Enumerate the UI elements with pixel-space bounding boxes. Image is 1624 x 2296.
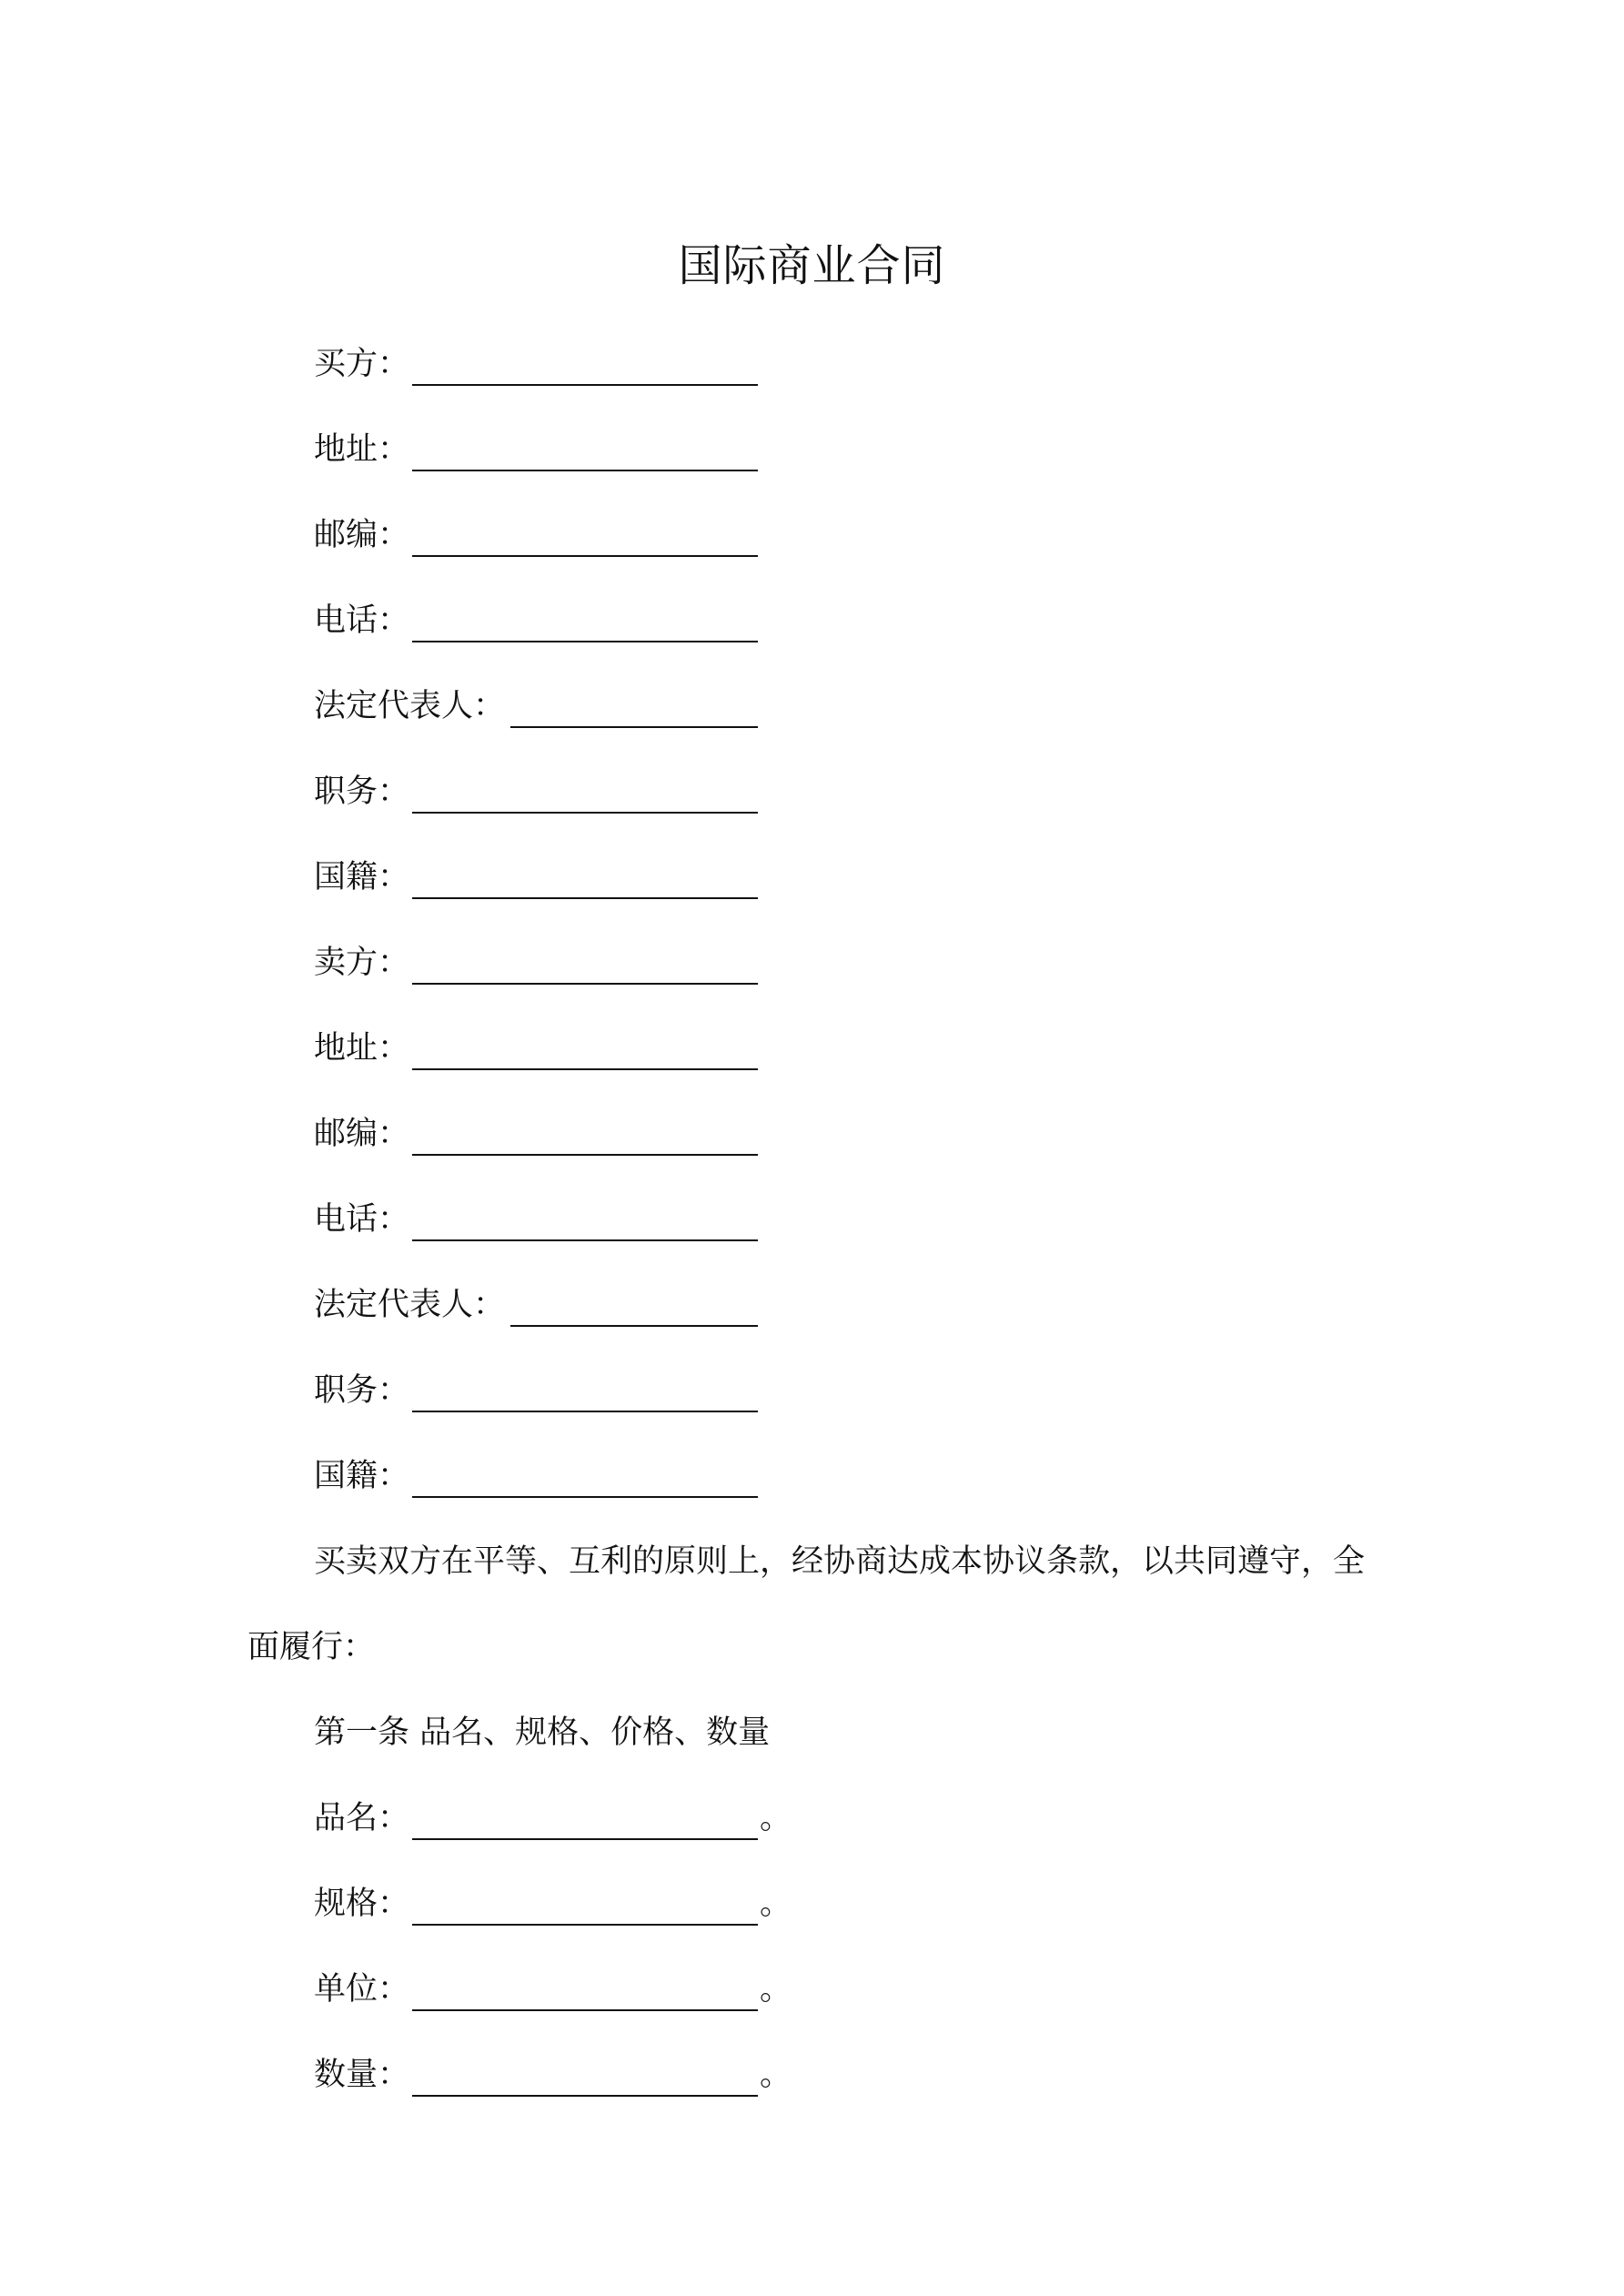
buyer-phone-field [314,595,409,646]
field-label: 地址： [314,431,410,468]
product-name-field [314,1793,792,1844]
field-label: 单位： [314,1971,410,2008]
field-label: 买方： [314,346,410,382]
document-title: 国际商业合同 [678,240,946,291]
field-end-period: 。 [760,1800,792,1836]
fill-in-blank [412,1924,758,1926]
fill-in-blank [412,2095,758,2097]
field-label: 卖方： [314,945,410,981]
fill-in-blank [412,2009,758,2011]
buyer-nationality-field [314,852,409,903]
specification-field [314,1878,792,1929]
fill-in-blank [412,897,758,899]
field-end-period: 。 [760,1971,792,2008]
fill-in-blank [412,1154,758,1156]
seller-position-field [314,1365,409,1416]
field-label: 法定代表人： [314,1287,506,1323]
fill-in-blank [412,555,758,557]
buyer-postcode-field [314,510,409,561]
field-end-period: 。 [760,2057,792,2093]
fill-in-blank [412,470,758,471]
field-label: 国籍： [314,859,410,895]
seller-name-field [314,937,409,988]
fill-in-blank [412,812,758,814]
buyer-name-field [314,339,409,389]
field-label: 电话： [314,1201,410,1238]
field-label: 规格： [314,1886,410,1922]
field-label: 职务： [314,774,410,810]
fill-in-blank [412,641,758,642]
fill-in-blank [412,1838,758,1840]
seller-address-field [314,1023,409,1074]
seller-nationality-field [314,1451,409,1502]
field-label: 法定代表人： [314,688,506,724]
seller-legal-rep-field [314,1279,505,1330]
fill-in-blank [412,1496,758,1498]
buyer-legal-rep-field [314,681,505,732]
intro-paragraph-line1: 买卖双方在平等、互利的原则上，经协商达成本协议条款，以共同遵守，全 [314,1543,1366,1580]
quantity-field [314,2049,792,2100]
field-label: 地址： [314,1030,410,1067]
buyer-address-field [314,424,409,475]
seller-phone-field [314,1194,409,1245]
fill-in-blank [412,1239,758,1241]
field-label: 邮编： [314,517,410,553]
field-label: 职务： [314,1372,410,1409]
seller-postcode-field [314,1108,409,1159]
buyer-position-field [314,766,409,817]
field-label: 品名： [314,1800,410,1836]
article-1-heading: 第一条 品名、规格、价格、数量 [314,1714,771,1751]
field-label: 数量： [314,2057,410,2093]
fill-in-blank [412,983,758,985]
fill-in-blank [510,1325,758,1327]
fill-in-blank [510,726,758,728]
field-end-period: 。 [760,1886,792,1922]
field-label: 电话： [314,602,410,639]
field-label: 国籍： [314,1458,410,1494]
fill-in-blank [412,1068,758,1070]
intro-paragraph-line2: 面履行： [247,1629,376,1665]
unit-field [314,1964,792,2015]
fill-in-blank [412,384,758,386]
fill-in-blank [412,1411,758,1412]
field-label: 邮编： [314,1116,410,1152]
